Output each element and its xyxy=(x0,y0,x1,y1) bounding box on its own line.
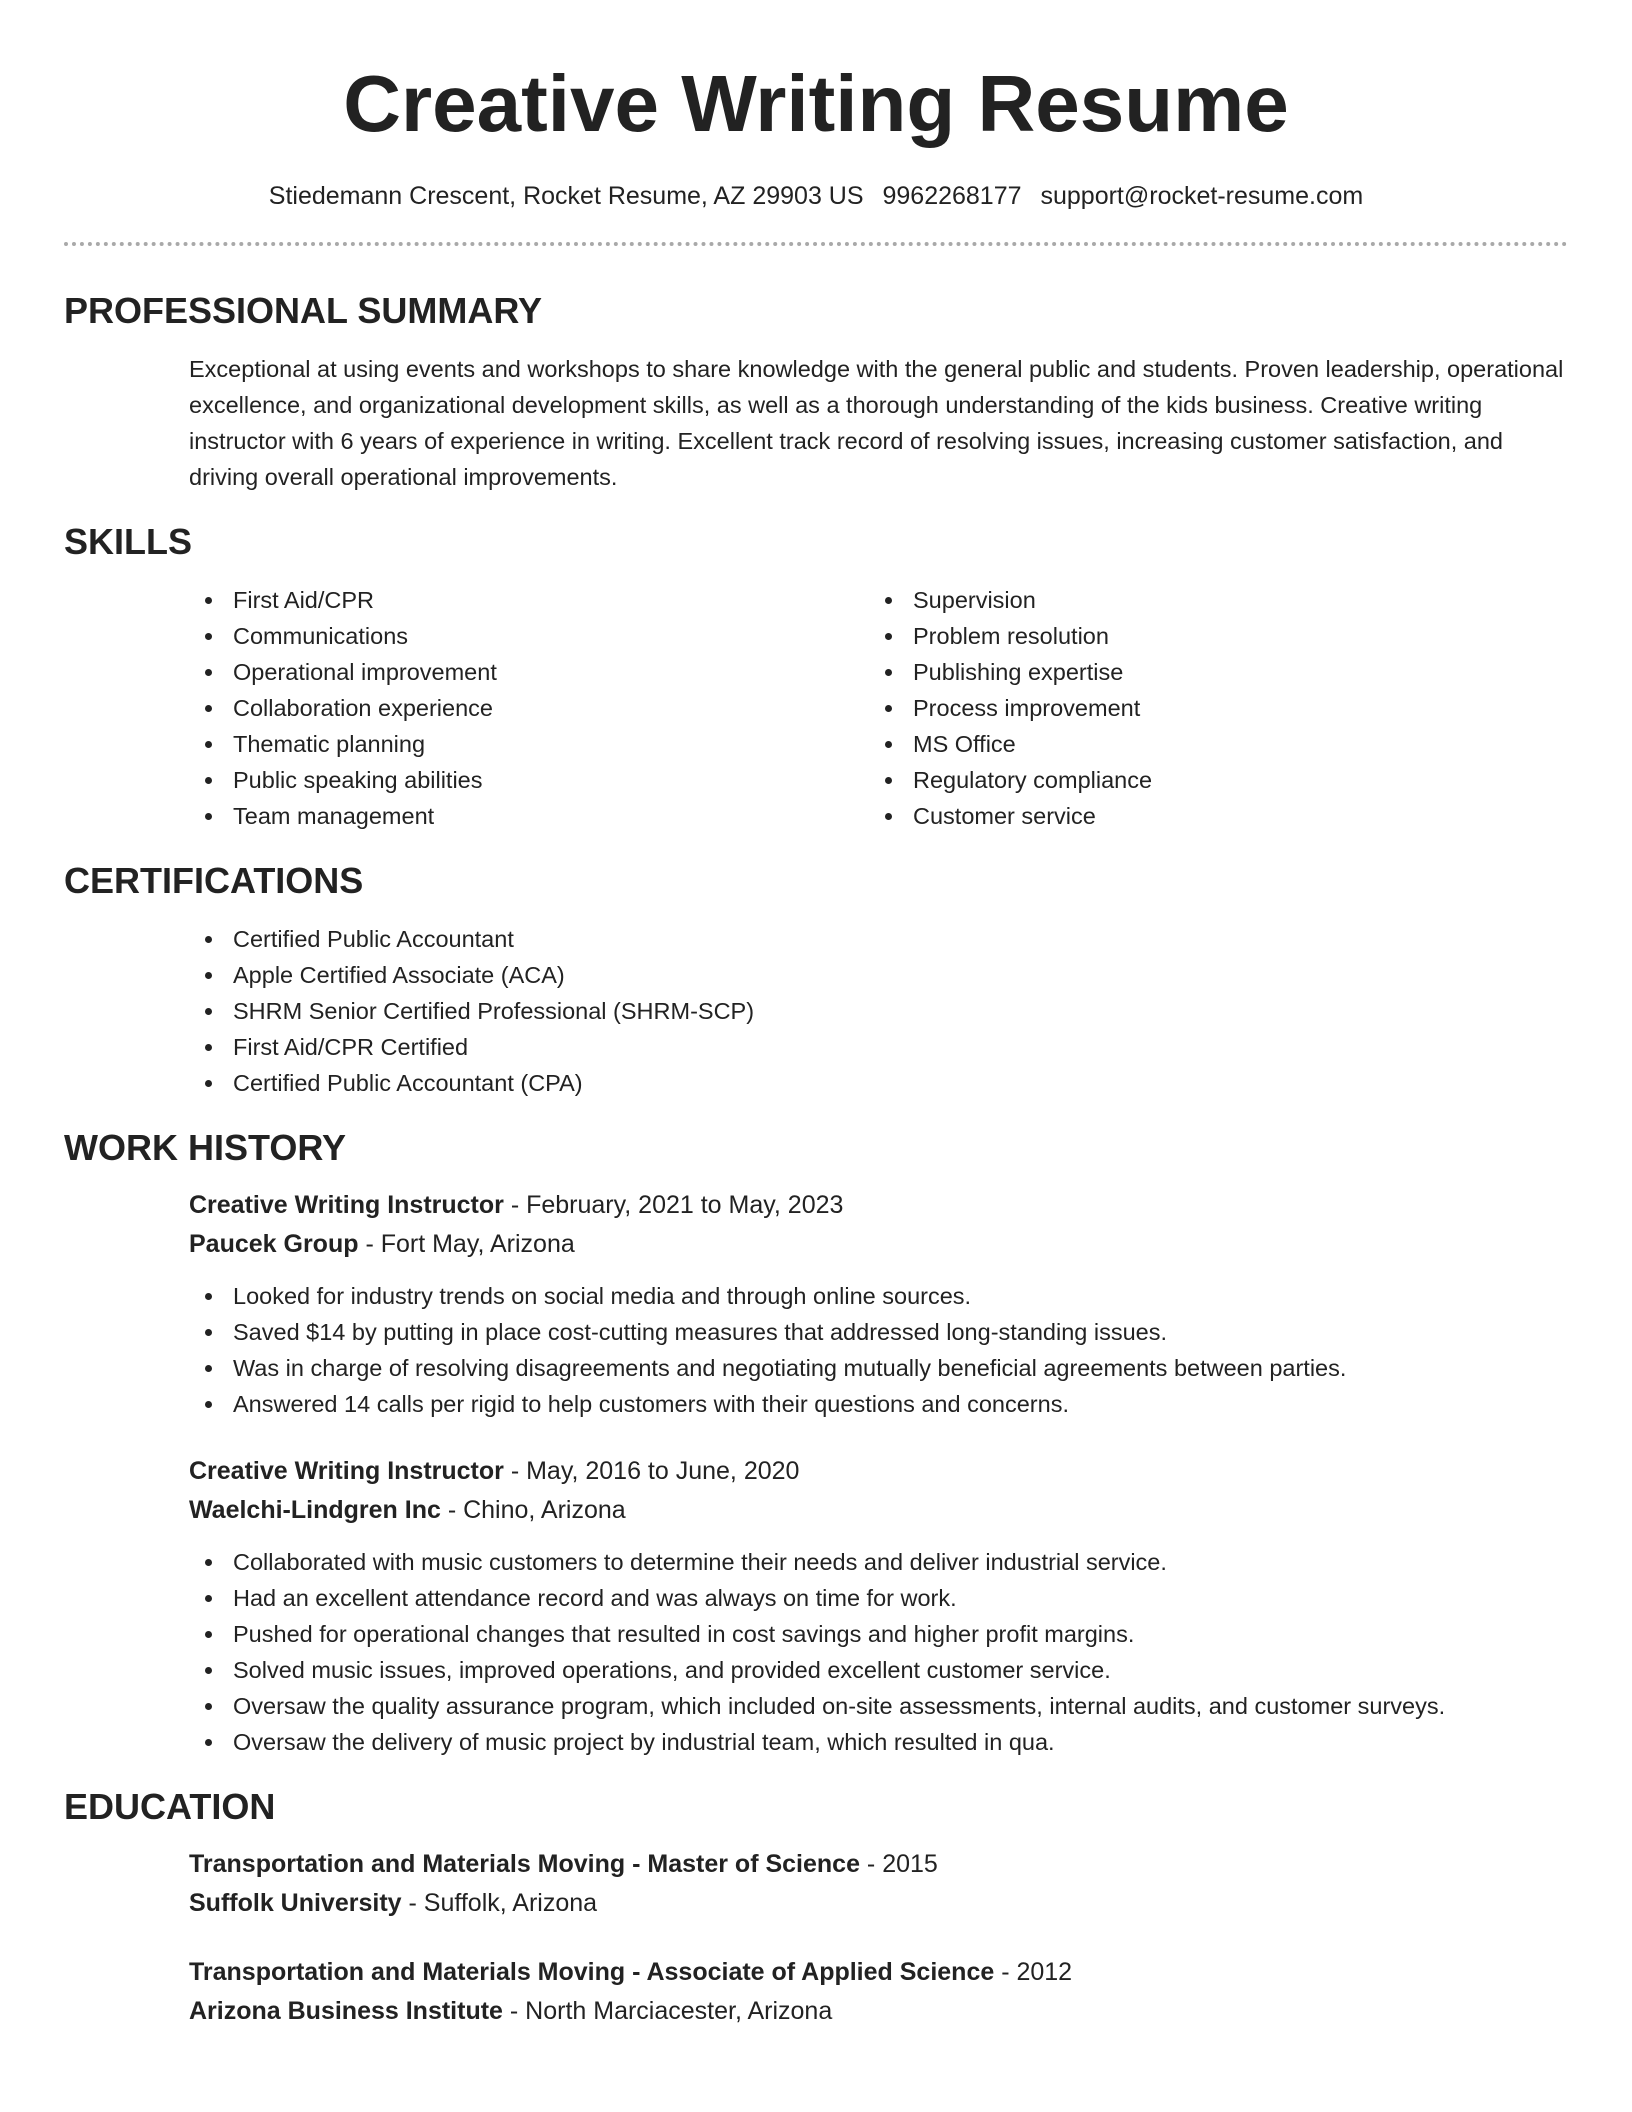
skill-item: Collaboration experience xyxy=(189,690,869,726)
contact-email: support@rocket-resume.com xyxy=(1040,182,1364,210)
skill-item: Thematic planning xyxy=(189,726,869,762)
skill-item: Team management xyxy=(189,798,869,834)
job-bullet: Answered 14 calls per rigid to help customers with their questions and concerns. xyxy=(189,1386,1568,1422)
resume-page xyxy=(64,0,1568,2031)
job-entry xyxy=(189,1452,1568,1760)
skills-column-right xyxy=(869,582,1549,834)
certification-item: Apple Certified Associate (ACA) xyxy=(189,957,1568,993)
job-bullet: Was in charge of resolving disagreements and negotiating mutually beneficial agreements between parties. xyxy=(189,1350,1568,1386)
skills-list xyxy=(189,582,1568,834)
job-dates: - February, 2021 to May, 2023 xyxy=(503,1191,844,1219)
education-school: Arizona Business Institute xyxy=(189,1997,503,2025)
job-bullet: Had an excellent attendance record and was always on time for work. xyxy=(189,1580,1568,1616)
job-entry xyxy=(189,1186,1568,1422)
section-heading-certifications: CERTIFICATIONS xyxy=(64,860,364,901)
section-heading-work-history: WORK HISTORY xyxy=(64,1127,347,1168)
certification-item: Certified Public Accountant (CPA) xyxy=(189,1065,1568,1101)
skill-item: Communications xyxy=(189,618,869,654)
certifications-list xyxy=(189,921,1568,1101)
header-divider xyxy=(64,242,1568,246)
job-bullet: Pushed for operational changes that resulted in cost savings and higher profit margins. xyxy=(189,1616,1568,1652)
education-degree: Transportation and Materials Moving - Master of Science xyxy=(189,1850,860,1878)
skill-item: Regulatory compliance xyxy=(869,762,1549,798)
education-year: - 2012 xyxy=(994,1958,1073,1986)
job-company: Waelchi-Lindgren Inc xyxy=(189,1496,441,1524)
skill-item: Problem resolution xyxy=(869,618,1549,654)
resume-title: Creative Writing Resume xyxy=(343,59,1289,148)
job-bullet: Solved music issues, improved operations, and provided excellent customer service. xyxy=(189,1652,1568,1688)
skill-item: Operational improvement xyxy=(189,654,869,690)
job-dates: - May, 2016 to June, 2020 xyxy=(503,1457,800,1485)
skill-item: MS Office xyxy=(869,726,1549,762)
summary-text: Exceptional at using events and workshops to share knowledge with the general public and students. Proven leadership, operational excellence, and organizational development skills, as well as a thorough understanding of the kids business. Creative writing instructor with 6 years of experience in writing. Excellent track record of resolving issues, increasing customer satisfaction, and driving overall operational improvements. xyxy=(189,356,1564,490)
job-title: Creative Writing Instructor xyxy=(189,1191,504,1219)
contact-address: Stiedemann Crescent, Rocket Resume, AZ 29903 US xyxy=(268,182,864,210)
education-location: - Suffolk, Arizona xyxy=(401,1889,598,1917)
contact-phone: 9962268177 xyxy=(882,182,1022,210)
job-title-line xyxy=(189,1452,1568,1491)
education-degree-line xyxy=(189,1953,1568,1992)
education-school-line xyxy=(189,1992,1568,2031)
education-year: - 2015 xyxy=(859,1850,938,1878)
job-location: - Fort May, Arizona xyxy=(358,1230,575,1258)
job-bullets xyxy=(189,1544,1568,1760)
education-entry xyxy=(189,1953,1568,2031)
skill-item: Customer service xyxy=(869,798,1549,834)
job-company-line xyxy=(189,1491,1568,1530)
skills-column-left xyxy=(189,582,869,834)
education-entry xyxy=(189,1845,1568,1923)
skill-item: Public speaking abilities xyxy=(189,762,869,798)
certification-item: First Aid/CPR Certified xyxy=(189,1029,1568,1065)
education-school: Suffolk University xyxy=(189,1889,402,1917)
education-degree: Transportation and Materials Moving - Associate of Applied Science xyxy=(189,1958,995,1986)
job-company: Paucek Group xyxy=(189,1230,359,1258)
education-school-line xyxy=(189,1884,1568,1923)
certification-item: Certified Public Accountant xyxy=(189,921,1568,957)
contact-line xyxy=(64,180,1568,212)
job-bullets xyxy=(189,1278,1568,1422)
job-company-line xyxy=(189,1225,1568,1264)
job-bullet: Oversaw the quality assurance program, which included on-site assessments, internal audits, and customer surveys. xyxy=(189,1688,1568,1724)
job-title-line xyxy=(189,1186,1568,1225)
skill-item: Process improvement xyxy=(869,690,1549,726)
certification-item: SHRM Senior Certified Professional (SHRM-SCP) xyxy=(189,993,1568,1029)
section-heading-summary: PROFESSIONAL SUMMARY xyxy=(64,290,543,331)
job-bullet: Oversaw the delivery of music project by industrial team, which resulted in qua. xyxy=(189,1724,1568,1760)
education-location: - North Marciacester, Arizona xyxy=(502,1997,833,2025)
education-degree-line xyxy=(189,1845,1568,1884)
section-heading-skills: SKILLS xyxy=(64,521,193,562)
job-bullet: Collaborated with music customers to determine their needs and deliver industrial service. xyxy=(189,1544,1568,1580)
job-bullet: Looked for industry trends on social media and through online sources. xyxy=(189,1278,1568,1314)
job-location: - Chino, Arizona xyxy=(440,1496,626,1524)
skill-item: Supervision xyxy=(869,582,1549,618)
skill-item: First Aid/CPR xyxy=(189,582,869,618)
section-heading-education: EDUCATION xyxy=(64,1786,276,1827)
job-title: Creative Writing Instructor xyxy=(189,1457,504,1485)
skill-item: Publishing expertise xyxy=(869,654,1549,690)
job-bullet: Saved $14 by putting in place cost-cutting measures that addressed long-standing issues. xyxy=(189,1314,1568,1350)
